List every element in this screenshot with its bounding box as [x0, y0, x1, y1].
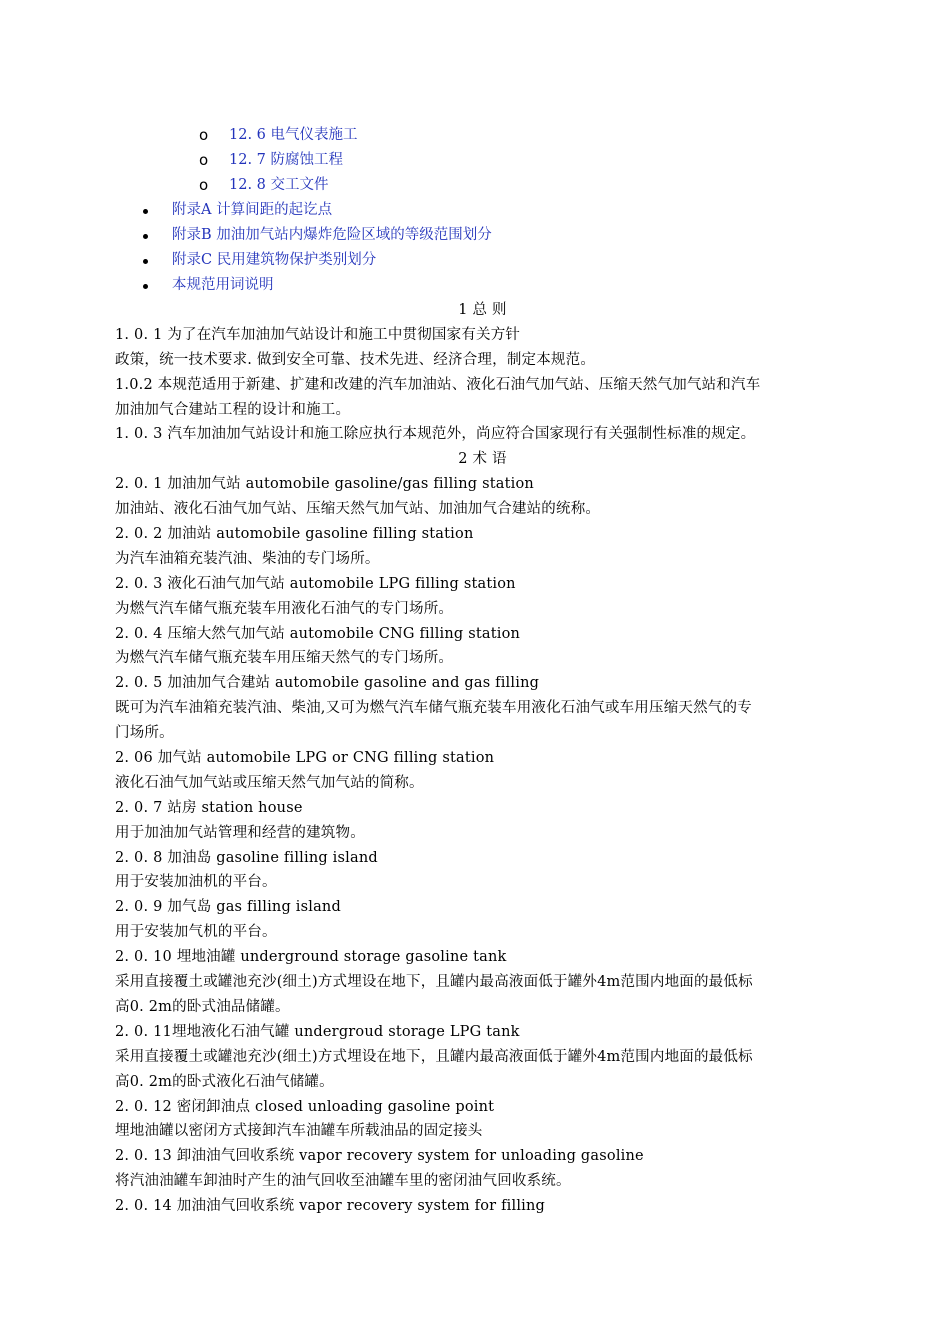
toc-item: [0, 223, 950, 248]
bullet-dot-icon: [143, 259, 148, 264]
text-line: 高0. 2m的卧式油品储罐。: [115, 998, 290, 1015]
text-line: 采用直接覆土或罐池充沙(细土)方式埋设在地下，且罐内最高液面低于罐外4m范围内地面的最低标: [115, 1048, 753, 1065]
text-line: 用于加油加气站管理和经营的建筑物。: [115, 824, 365, 841]
toc-item: [0, 198, 950, 223]
text-line: 1. 0. 1 为了在汽车加油加气站设计和施工中贯彻国家有关方针: [115, 326, 521, 343]
toc-item: [0, 273, 950, 298]
text-line: 为燃气汽车储气瓶充装车用液化石油气的专门场所。: [115, 600, 454, 617]
toc-item: [0, 248, 950, 273]
circle-bullet-icon: o: [199, 151, 209, 169]
text-line: 2. 0. 2 加油站 automobile gasoline filling station: [115, 526, 474, 543]
toc-link-appendix-c[interactable]: 附录C 民用建筑物保护类别划分: [172, 252, 377, 268]
toc-link-12-6[interactable]: 12. 6 电气仪表施工: [229, 127, 358, 143]
toc-link-12-7[interactable]: 12. 7 防腐蚀工程: [229, 152, 344, 168]
text-line: 2. 0. 8 加油岛 gasoline filling island: [115, 849, 378, 866]
text-line: 2. 0. 5 加油加气合建站 automobile gasoline and gas filling: [115, 675, 540, 692]
bullet-dot-icon: [143, 284, 148, 289]
table-of-contents: [0, 123, 950, 298]
toc-link-terms-explanation[interactable]: 本规范用词说明: [172, 277, 274, 293]
text-line: 2. 0. 9 加气岛 gas filling island: [115, 899, 341, 916]
section-heading: 1 总 则: [458, 302, 507, 318]
text-line: 既可为汽车油箱充装汽油、柴油,又可为燃气汽车储气瓶充装车用液化石油气或车用压缩天然气的专: [115, 700, 752, 717]
toc-item: [0, 148, 950, 173]
text-line: 2. 0. 14 加油油气回收系统 vapor recovery system for filling: [115, 1198, 546, 1215]
text-line: 1.0.2 本规范适用于新建、扩建和改建的汽车加油站、液化石油气加气站、压缩天然气加气站和汽车: [115, 376, 761, 393]
toc-link-12-8[interactable]: 12. 8 交工文件: [229, 177, 329, 193]
text-line: 将汽油油罐车卸油时产生的油气回收至油罐车里的密闭油气回收系统。: [115, 1173, 571, 1190]
text-line: 2. 0. 4 压缩大然气加气站 automobile CNG filling station: [115, 625, 521, 642]
toc-link-appendix-b[interactable]: 附录B 加油加气站内爆炸危险区域的等级范围划分: [172, 227, 492, 243]
section-heading: 2 术 语: [458, 451, 507, 468]
toc-item: [0, 123, 950, 148]
text-line: 为汽车油箱充装汽油、柴油的专门场所。: [115, 550, 380, 567]
text-line: 2. 0. 3 液化石油气加气站 automobile LPG filling station: [115, 575, 516, 592]
text-line: 埋地油罐以密闭方式接卸汽车油罐车所载油品的固定接头: [115, 1123, 483, 1140]
text-line: 2. 0. 13 卸油油气回收系统 vapor recovery system for unloading gasoline: [115, 1148, 644, 1165]
text-line: 1. 0. 3 汽车加油加气站设计和施工除应执行本规范外，尚应符合国家现行有关强制性标准的规定。: [115, 426, 756, 443]
text-line: 高0. 2m的卧式液化石油气储罐。: [115, 1073, 334, 1090]
text-line: 采用直接覆土或罐池充沙(细土)方式埋设在地下，且罐内最高液面低于罐外4m范围内地面的最低标: [115, 974, 753, 991]
text-line: 2. 0. 12 密闭卸油点 closed unloading gasoline point: [115, 1098, 495, 1115]
text-line: 用于安装加气机的平台。: [115, 924, 277, 941]
text-line: 液化石油气加气站或压缩天然气加气站的简称。: [115, 774, 424, 791]
text-line: 2. 0. 7 站房 station house: [115, 799, 303, 816]
text-line: 2. 0. 1 加油加气站 automobile gasoline/gas filling station: [115, 476, 534, 493]
text-line: 用于安装加油机的平台。: [115, 874, 277, 891]
text-line: 2. 0. 11埋地液化石油气罐 undergroud storage LPG tank: [115, 1023, 520, 1040]
toc-link-appendix-a[interactable]: 附录A 计算间距的起讫点: [172, 202, 333, 218]
text-line: 加油加气合建站工程的设计和施工。: [115, 401, 351, 418]
text-line: 加油站、液化石油气加气站、压缩天然气加气站、加油加气合建站的统称。: [115, 501, 601, 518]
text-line: 2. 06 加气站 automobile LPG or CNG filling station: [115, 750, 495, 767]
text-line: 为燃气汽车储气瓶充装车用压缩天然气的专门场所。: [115, 650, 454, 667]
text-line: 2. 0. 10 埋地油罐 underground storage gasoline tank: [115, 949, 507, 966]
circle-bullet-icon: o: [199, 176, 209, 194]
text-line: 政策，统一技术要求. 做到安全可靠、技术先进、经济合理，制定本规范。: [115, 351, 596, 368]
bullet-dot-icon: [143, 234, 148, 239]
circle-bullet-icon: o: [199, 126, 209, 144]
toc-item: [0, 173, 950, 198]
text-line: 门场所。: [115, 725, 174, 742]
document-body: [115, 298, 850, 1219]
bullet-dot-icon: [143, 209, 148, 214]
